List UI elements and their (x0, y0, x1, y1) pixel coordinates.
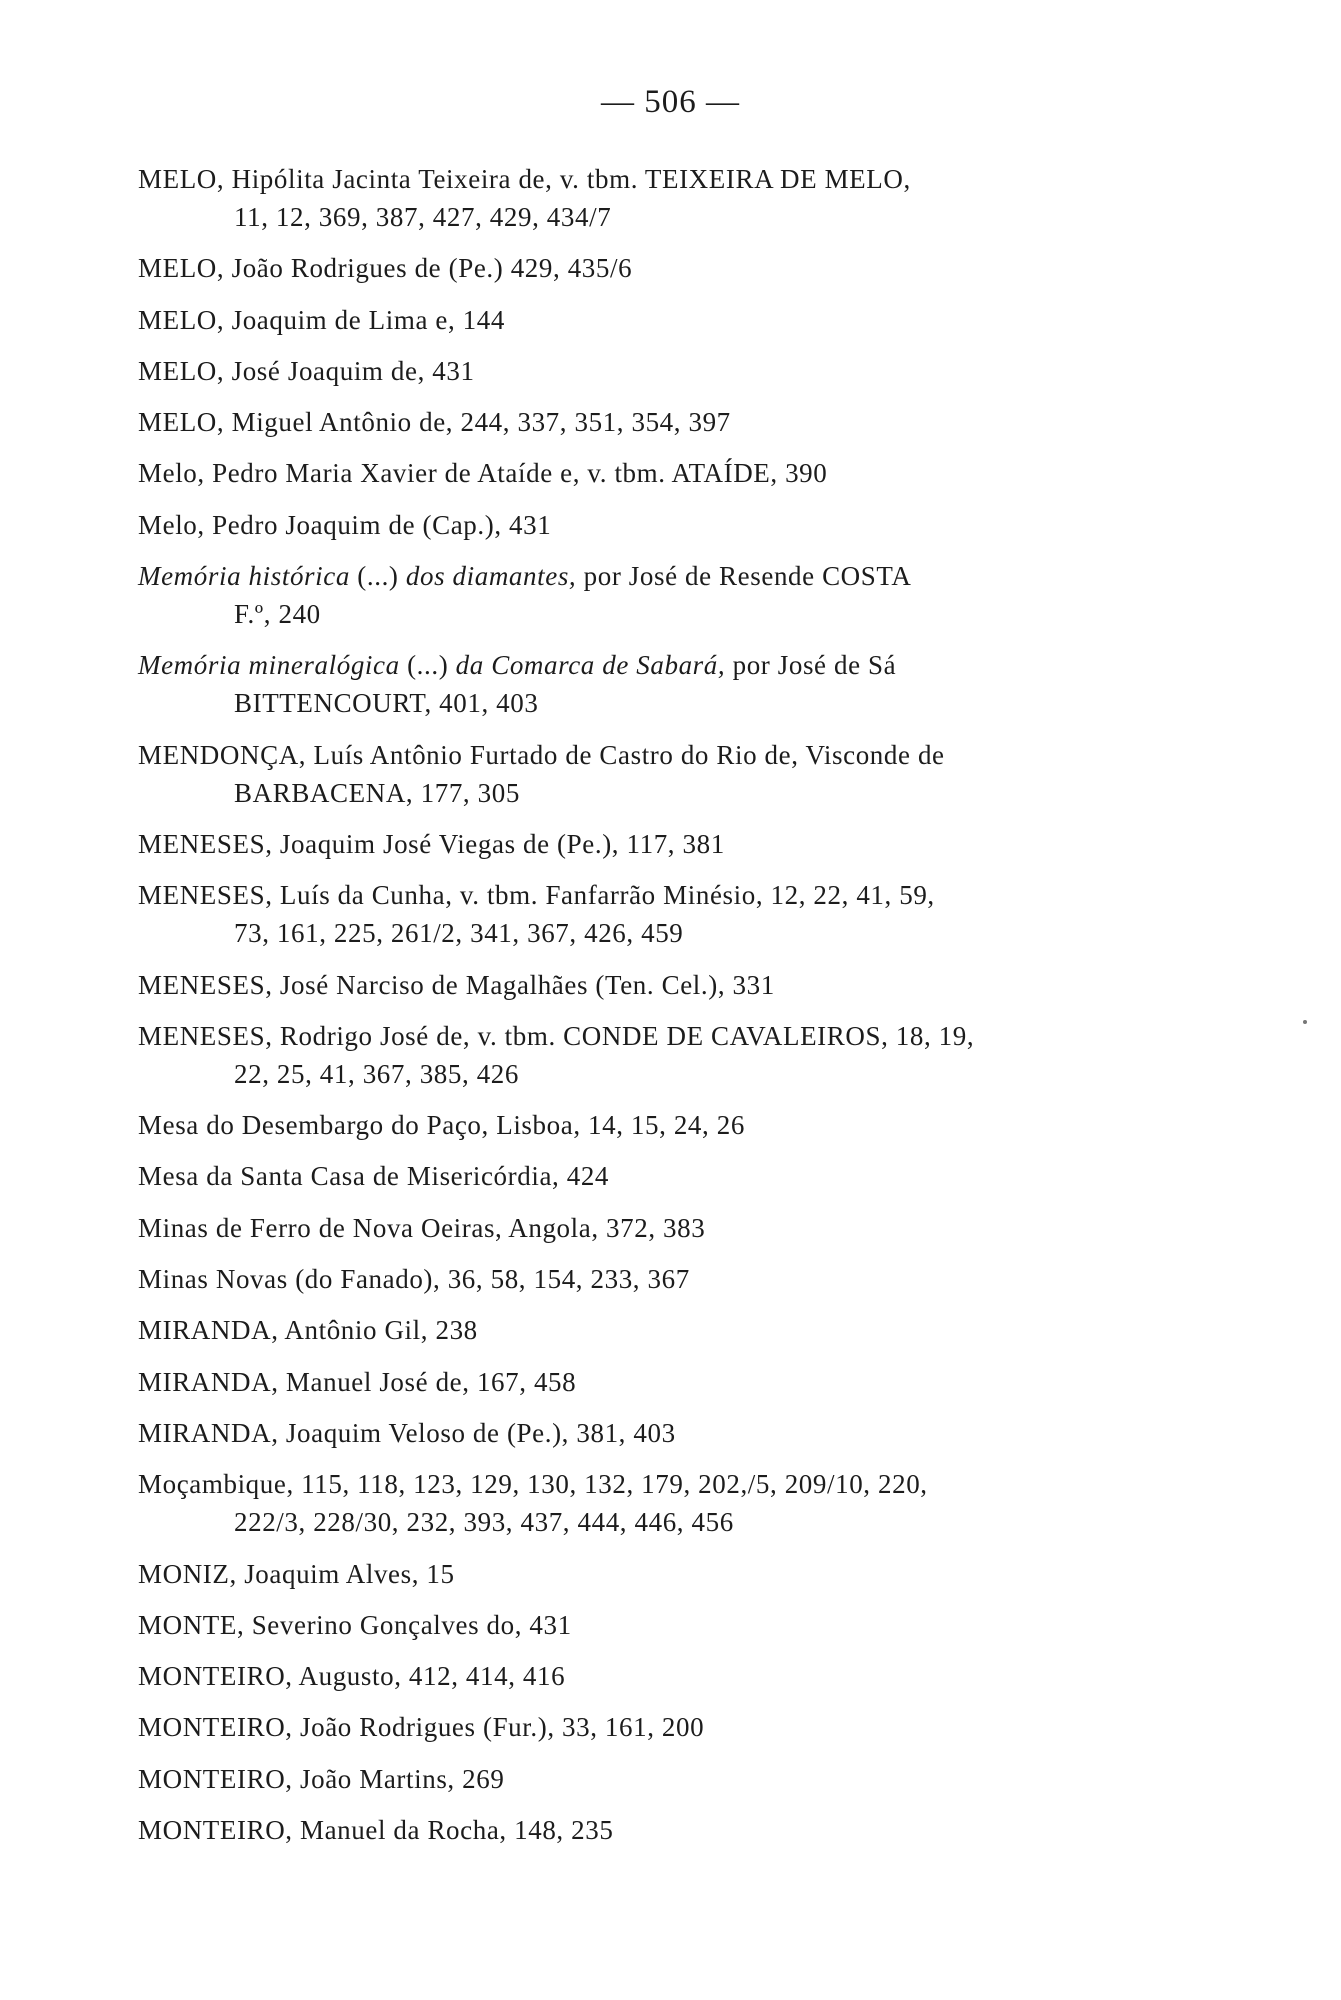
index-entry: MONTEIRO, João Martins, 269 (138, 1763, 505, 1794)
index-entry: MONTEIRO, Augusto, 412, 414, 416 (138, 1661, 566, 1692)
index-entry: MONTEIRO, João Rodrigues (Fur.), 33, 161, 200 (138, 1712, 705, 1743)
scan-speck (1303, 1020, 1307, 1024)
page-number: — 506 — (601, 84, 740, 120)
index-entry: MONTE, Severino Gonçalves do, 431 (138, 1609, 572, 1640)
index-entry: MELO, Hipólita Jacinta Teixeira de, v. tbm. TEIXEIRA DE MELO, 11, 12, 369, 387, 427, 429, 434/7 (138, 164, 911, 232)
index-entry: MENESES, José Narciso de Magalhães (Ten. Cel.), 331 (138, 969, 775, 1000)
index-entry: MIRANDA, Joaquim Veloso de (Pe.), 381, 403 (138, 1417, 676, 1448)
index-entry: MENDONÇA, Luís Antônio Furtado de Castro do Rio de, Visconde de BARBACENA, 177, 305 (138, 739, 945, 808)
index-entry: MONIZ, Joaquim Alves, 15 (138, 1558, 455, 1589)
index-entry: MELO, João Rodrigues de (Pe.) 429, 435/6 (138, 253, 633, 284)
index-entry: Minas Novas (do Fanado), 36, 58, 154, 233, 367 (138, 1264, 690, 1295)
index-entry: Minas de Ferro de Nova Oeiras, Angola, 372, 383 (138, 1212, 706, 1243)
index-entry: MELO, José Joaquim de, 431 (138, 355, 475, 386)
index-entry: MIRANDA, Manuel José de, 167, 458 (138, 1366, 577, 1397)
index-entry: Mesa do Desembargo do Paço, Lisboa, 14, 15, 24, 26 (138, 1110, 745, 1141)
index-entry-title: Memória histórica (...) dos diamantes, por José de Resende COSTA F.º, 240 (138, 561, 912, 630)
index-entry: MENESES, Joaquim José Viegas de (Pe.), 117, 381 (138, 828, 725, 859)
index-entry: MONTEIRO, Manuel da Rocha, 148, 235 (138, 1815, 614, 1846)
index-entry: MELO, Miguel Antônio de, 244, 337, 351, 354, 397 (138, 407, 731, 438)
index-entry: MENESES, Luís da Cunha, v. tbm. Fanfarrão Minésio, 12, 22, 41, 59, 73, 161, 225, 261/2, 341, 367, 426, 459 (138, 880, 935, 949)
index-entry: Melo, Pedro Joaquim de (Cap.), 431 (138, 509, 552, 540)
index-list (138, 160, 1198, 1862)
index-entry: MELO, Joaquim de Lima e, 144 (138, 304, 505, 335)
index-entry: MENESES, Rodrigo José de, v. tbm. CONDE DE CAVALEIROS, 18, 19, 22, 25, 41, 367, 385, 426 (138, 1020, 975, 1089)
index-entry: Moçambique, 115, 118, 123, 129, 130, 132, 179, 202,/5, 209/10, 220, 222/3, 228/30, 232, 393, 437, 444, 446, 456 (138, 1469, 928, 1538)
index-entry: Mesa da Santa Casa de Misericórdia, 424 (138, 1161, 610, 1192)
index-entry-title: Memória mineralógica (...) da Comarca de Sabará, por José de Sá BITTENCOURT, 401, 403 (138, 650, 897, 719)
index-entry: MIRANDA, Antônio Gil, 238 (138, 1315, 478, 1346)
index-entry: Melo, Pedro Maria Xavier de Ataíde e, v. tbm. ATAÍDE, 390 (138, 458, 828, 489)
